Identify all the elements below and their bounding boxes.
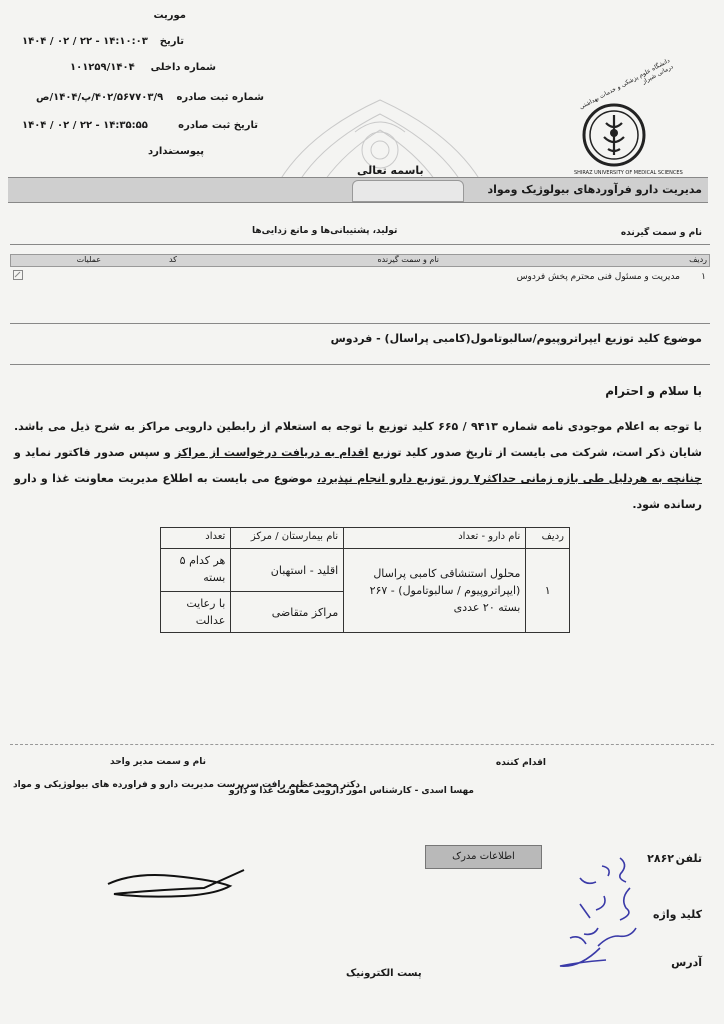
header-field-label: موریت [153,10,186,21]
td-drug: محلول استنشاقی کامبی پراسال (ایپراتروپیوم / سالبوتامول) - ۲۶۷ بسته ۲۰ عددی [344,549,526,633]
th-drug: نام دارو - تعداد [344,528,526,549]
manager-signature [104,858,254,904]
divider [10,244,710,245]
email-label: پست الکترونیک [346,968,422,979]
org-name: دانشگاه علوم پزشکی و خدمات بهداشتی درمانی شیراز [578,57,675,111]
recipient-row-name: مدیریت و مسئول فنی محترم پخش فردوس [516,272,680,282]
reg-date-label: تاریخ ثبت صادره [178,120,258,131]
edit-icon[interactable] [13,270,23,280]
date-value: ۱۴۰۴ / ۰۲ / ۲۲ - ۱۴:۱۰:۰۳ [22,36,148,47]
recipients-title: نام و سمت گیرنده [620,228,702,238]
col-code: کد [168,255,177,264]
td-count-2: با رعایت عدالت [161,592,231,633]
body-part-3: موضوع می بایست به اطلاع مدیریت معاونت غذا و دارو رسانده شود. [14,472,702,511]
recipients-table-header [10,254,710,267]
org-name-en: SHIRAZ UNIVERSITY OF MEDICAL SCIENCES [574,170,683,176]
signature-divider [10,744,714,745]
td-count-1: هر کدام ۵ بسته [161,549,231,592]
reg-number-value: ۴۰۲/۵۶۷۷۰۳/۹/پ/۱۴۰۴/ص [36,92,164,103]
th-center: نام بیمارستان / مرکز [231,528,344,549]
address-label: آدرس [671,956,702,969]
internal-number-value: ۱۰۱۲۵۹/۱۴۰۴ [70,62,135,73]
td-center-2: مراکز متقاضی [231,592,344,633]
manager-name: دکتر محمدعظیم رافت سرپرست مدیریت دارو و فراورده های بیولوژیکی و مواد [12,780,360,790]
td-center-1: اقلید - استهبان [231,549,344,592]
th-count: تعداد [161,528,231,549]
divider [10,323,710,324]
greeting: با سلام و احترام [605,384,702,398]
letter-body [14,414,702,518]
table-row [161,549,570,592]
attachment-label: پیوست [169,146,204,157]
manager-title: نام و سمت مدیر واحد [110,757,207,767]
reg-number-label: شماره ثبت صادره [176,92,264,103]
col-name: نام و سمت گیرنده [377,255,439,264]
keyword-label: کلید واژه [653,908,702,921]
internal-number-label: شماره داخلی [150,62,216,73]
th-row: ردیف [526,528,570,549]
divider [10,364,710,365]
handwritten-note [540,848,650,978]
recipient-row-num: ۱ [701,272,706,282]
subtitle-tab [352,180,464,202]
document-info-button[interactable]: اطلاعات مدرک [425,845,542,869]
attachment-value: ندارد [148,146,172,157]
distribution-table [160,527,570,633]
body-part-2: و سپس صدور فاکتور نماید و [14,446,171,459]
recipients-scope: تولید، پشتیبانی‌ها و مانع زدایی‌ها [252,226,398,236]
phone-value: ۲۸۶۲ [647,852,674,865]
td-row-num: ۱ [526,549,570,633]
table-header-row [161,528,570,549]
body-underlined-1: اقدام به دریافت درخواست از مراکز [174,446,369,459]
col-ops: عملیات [76,255,101,264]
actor-title: اقدام کننده [495,758,546,768]
subject: موضوع کلید توزیع ایپراتروپیوم/سالبوتامول(کامبی پراسال) - فردوس [330,332,702,345]
date-label: تاریخ [159,36,184,47]
body-part-1: با توجه به اعلام موجودی نامه شماره ۹۴۱۳ / ۶۶۵ کلید توزیع با توجه به استعلام از رابطین دارویی مراکز به شرح ذیل می باشد. شایان ذکر است، شرکت می بایست از تاریخ صدور کلید توزیع [14,420,702,459]
col-row: ردیف [689,255,707,264]
reg-date-value: ۱۴۰۴ / ۰۲ / ۲۲ - ۱۴:۳۵:۵۵ [22,120,148,131]
phone-label: تلفن [675,852,702,865]
body-underlined-2: چنانچه به هردلیل طی بازه زمانی حداکثر۷ روز توزیع دارو انجام نپذیرد، [316,472,702,485]
bismillah: باسمه تعالی [357,164,424,177]
department-title: مدیریت دارو فرآوردهای بیولوژیک ومواد [487,183,702,196]
actor-name: مهسا اسدی - کارشناس امور دارویی معاونت غذا و دارو [229,786,474,796]
